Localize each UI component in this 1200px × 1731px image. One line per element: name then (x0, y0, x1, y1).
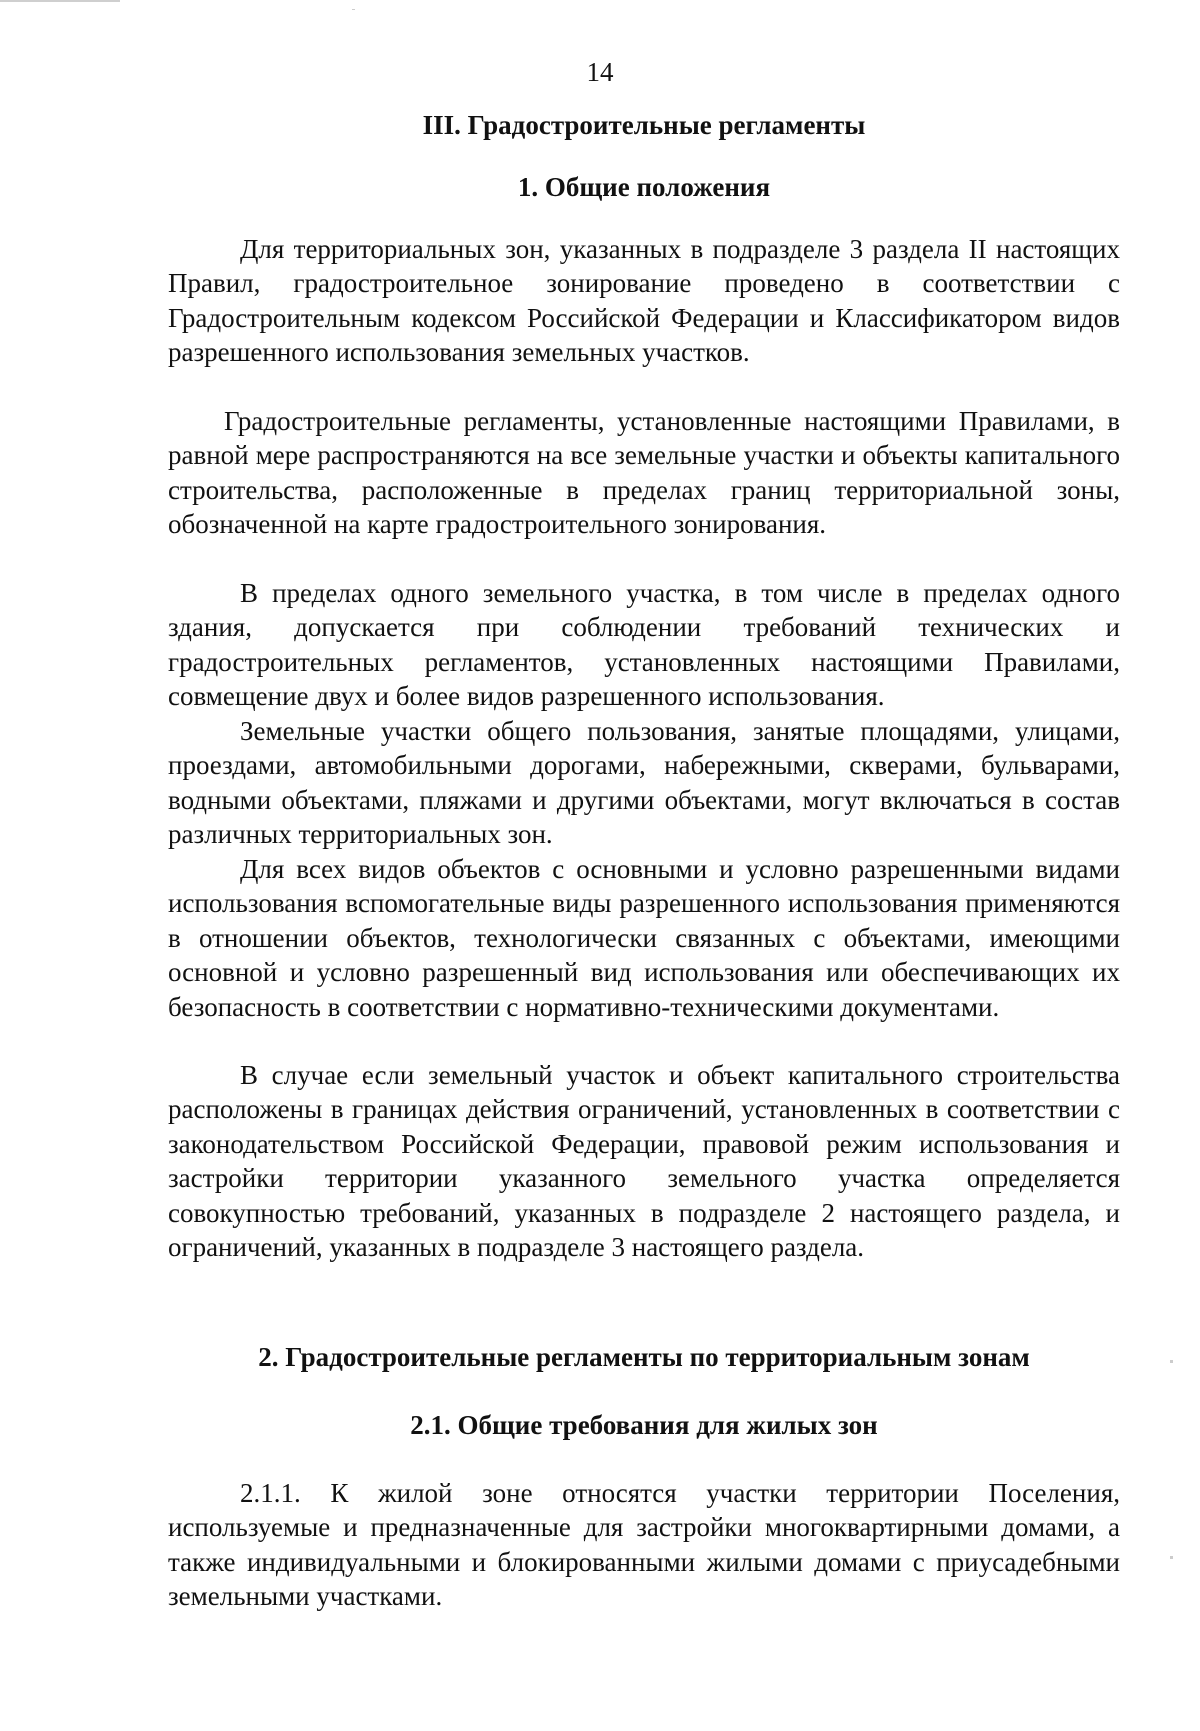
scan-artifact-line (0, 0, 120, 2)
paragraph-residential-zone: 2.1.1. К жилой зоне относятся участки территории Поселения, используемые и предназначенные для застройки многоквартирными домами, а также индивидуальными и блокированными жилыми домами с приусадебными земельными участками. (168, 1478, 1120, 1612)
paragraph-combined-use: В пределах одного земельного участка, в том числе в пределах одного здания, допускается при соблюдении требований технических и градостроительных регламентов, установленных настоящими Правилами, совмещение двух и более видов разрешенного использования. (168, 578, 1120, 712)
subsection-title-zonal-regulations: 2. Градостроительные регламенты по территориальным зонам (258, 1342, 1030, 1372)
scan-speck (1170, 1360, 1173, 1363)
scan-speck (352, 9, 355, 10)
subsection-title-residential-zones: 2.1. Общие требования для жилых зон (410, 1410, 878, 1440)
scan-speck (1170, 1556, 1173, 1559)
section-title: III. Градостроительные регламенты (422, 110, 866, 140)
paragraph-regulations-scope: Градостроительные регламенты, установленные настоящими Правилами, в равной мере распространяются на все земельные участки и объекты капитального строительства, расположенные в пределах границ территориальной зоны, обозначенной на карте градостроительного зонирования. (168, 406, 1120, 540)
paragraph-territorial-zones: Для территориальных зон, указанных в подразделе 3 раздела II настоящих Правил, градостроительное зонирование проведено в соответствии с Градостроительным кодексом Российской Федерации и Классификатором видов разрешенного использования земельных участков. (168, 234, 1120, 368)
page-number: 14 (586, 57, 614, 87)
paragraph-public-land: Земельные участки общего пользования, занятые площадями, улицами, проездами, автомобильными дорогами, набережными, скверами, бульварами, водными объектами, пляжами и другими объектами, могут включаться в состав различных территориальных зон. (168, 716, 1120, 850)
paragraph-restrictions: В случае если земельный участок и объект капитального строительства расположены в границах действия ограничений, установленных в соответствии с законодательством Российской Федерации, правовой режим использования и застройки территории указанного земельного участка определяется совокупностью требований, указанных в подразделе 2 настоящего раздела, и ограничений, указанных в подразделе 3 настоящего раздела. (168, 1060, 1120, 1263)
paragraph-auxiliary-use: Для всех видов объектов с основными и условно разрешенными видами использования вспомогательные виды разрешенного использования применяются в отношении объектов, технологически связанных с объектами, имеющими основной и условно разрешенный вид использования или обеспечивающих их безопасность в соответствии с нормативно-техническими документами. (168, 854, 1120, 1022)
subsection-title-general: 1. Общие положения (517, 172, 771, 202)
